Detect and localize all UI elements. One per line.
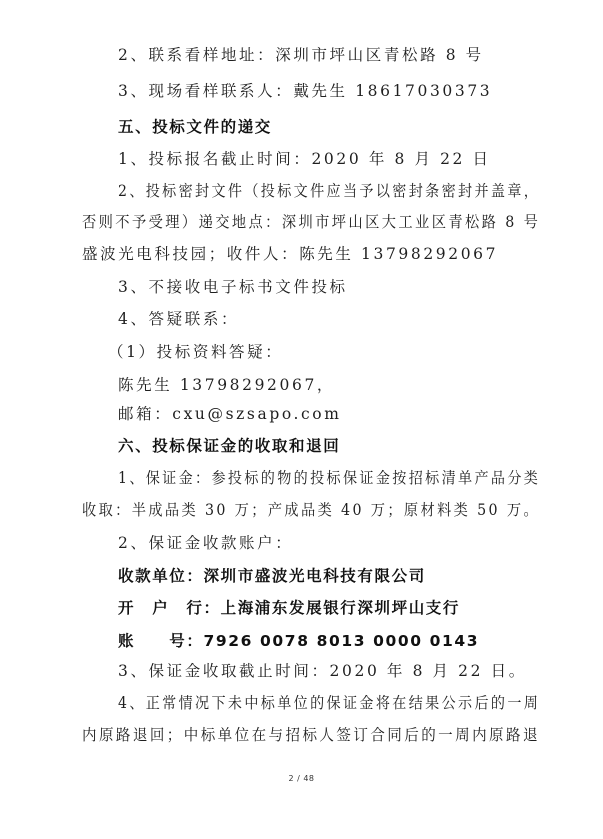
deposit-deadline-line: 3、保证金收取截止时间：2020 年 8 月 22 日。 [118,662,527,680]
no-electronic-bids-line: 3、不接收电子标书文件投标 [118,278,348,296]
refund-rule-line: 4、正常情况下未中标单位的保证金将在结果公示后的一周 [118,694,541,712]
bank-line: 开 户 行：上海浦东发展银行深圳坪山支行 [118,599,461,617]
account-number-line: 账 号：7926 0078 8013 0000 0143 [118,632,480,650]
page-number: 2 / 48 [288,774,315,783]
contact-address-line: 2、联系看样地址：深圳市坪山区青松路 8 号 [118,46,484,64]
sealed-documents-line: 2、投标密封文件（投标文件应当予以密封条密封并盖章， [118,182,541,200]
qa-materials-line: （1）投标资料答疑： [108,343,284,361]
refund-rule-line-2: 内原路退回；中标单位在与招标人签订合同后的一周内原路退 [82,726,540,744]
qa-contact-line: 4、答疑联系： [118,310,240,328]
qa-contact-name-line: 陈先生 13798292067， [118,376,336,394]
registration-deadline-line: 1、投标报名截止时间：2020 年 8 月 22 日 [118,150,491,168]
deposit-rule-line: 1、保证金：参投标的物的投标保证金按招标清单产品分类 [118,469,541,487]
deposit-rule-line-2: 收取：半成品类 30 万；产成品类 40 万；原材料类 50 万。 [82,501,541,519]
deposit-account-heading: 2、保证金收款账户： [118,534,294,552]
sealed-documents-line-3: 盛波光电科技园；收件人：陈先生 13798292067 [82,245,499,263]
payee-line: 收款单位：深圳市盛波光电科技有限公司 [118,567,426,585]
contact-person-line: 3、现场看样联系人：戴先生 18617030373 [118,82,493,100]
section-heading-deposit: 六、投标保证金的收取和退回 [118,437,341,455]
qa-email-line: 邮箱：cxu@szsapo.com [118,405,342,423]
sealed-documents-line-2: 否则不予受理）递交地点：深圳市坪山区大工业区青松路 8 号 [82,213,541,231]
section-heading-submission: 五、投标文件的递交 [118,118,272,136]
